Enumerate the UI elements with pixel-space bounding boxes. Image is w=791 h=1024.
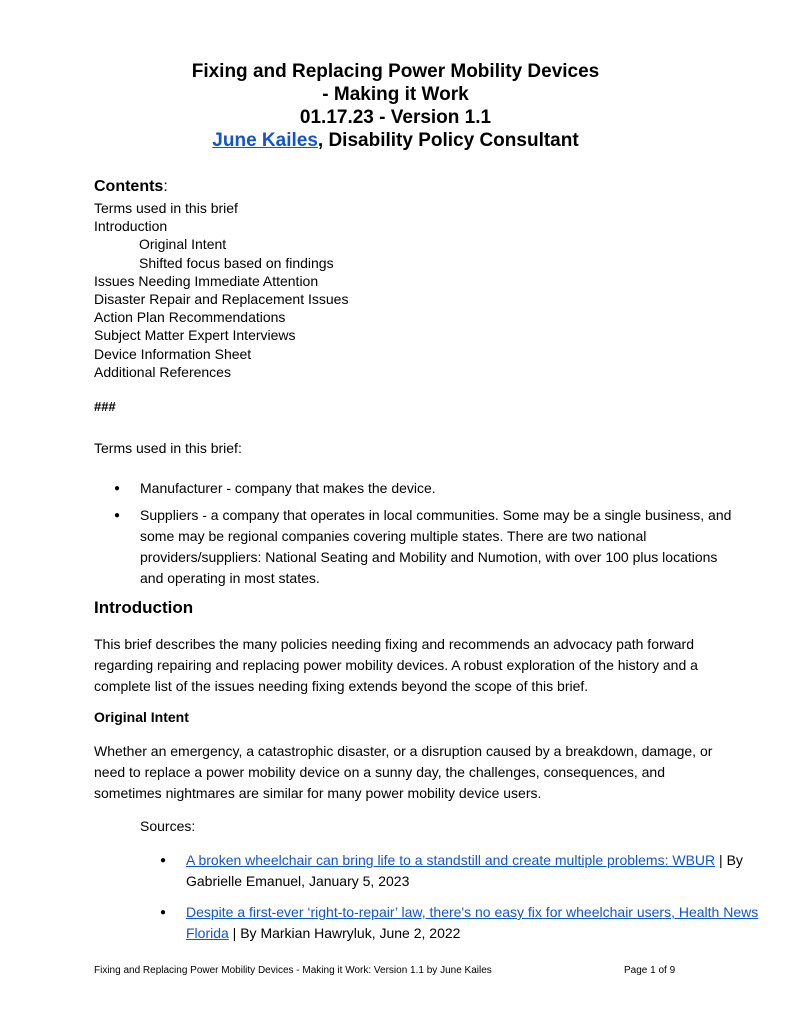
source-byline: | By Gabrielle Emanuel, January 5, 2023 — [186, 852, 743, 889]
original-intent-heading: Original Intent — [94, 709, 189, 725]
author-role: , Disability Policy Consultant — [317, 130, 579, 151]
page-number: Page 1 of 9 — [624, 965, 676, 976]
toc-item: Terms used in this brief — [94, 200, 238, 216]
terms-list — [94, 478, 734, 595]
original-intent-paragraph: Whether an emergency, a catastrophic disaster, or a disruption caused by a breakdown, damage, or need to replace a power mobility device on a sunny day, the challenges, consequences, and sometimes nightmares are similar for many power mobility device users. — [94, 743, 713, 801]
title-version: 01.17.23 - Version 1.1 — [299, 107, 492, 128]
source-link[interactable]: Despite a first-ever ‘right-to-repair’ law, there's no easy fix for wheelchair users, Health News Florida — [186, 904, 759, 941]
toc-item: Additional References — [94, 363, 231, 380]
contents-heading-colon: : — [163, 178, 168, 195]
introduction-paragraph: This brief describes the many policies needing fixing and recommends an advocacy path forward regarding repairing and replacing power mobility devices. A robust exploration of the history and a complete list of the issues needing fixing extends beyond the scope of this brief. — [94, 636, 698, 694]
source-item — [140, 902, 760, 944]
title-line-1: Fixing and Replacing Power Mobility Devices — [191, 61, 600, 82]
toc-item: Introduction — [94, 218, 168, 235]
toc-item: Device Information Sheet — [94, 345, 252, 362]
section-separator: ### — [94, 399, 116, 414]
table-of-contents — [94, 199, 348, 381]
toc-item: Action Plan Recommendations — [94, 309, 286, 326]
toc-subitem: Original Intent — [139, 236, 227, 253]
toc-item: Disaster Repair and Replacement Issues — [94, 291, 349, 308]
title-line-2: - Making it Work — [322, 84, 469, 105]
introduction-heading: Introduction — [94, 598, 194, 617]
sources-label: Sources: — [140, 818, 196, 834]
source-item — [140, 850, 760, 892]
contents-heading — [94, 178, 168, 196]
toc-item: Subject Matter Expert Interviews — [94, 327, 296, 344]
title-author — [0, 129, 791, 152]
toc-item: Issues Needing Immediate Attention — [94, 272, 319, 289]
contents-heading-text: Contents — [94, 178, 164, 195]
terms-bullet: ● Manufacturer - company that makes the device. — [94, 478, 734, 499]
terms-heading: Terms used in this brief: — [94, 440, 242, 456]
author-link[interactable]: June Kailes — [212, 130, 318, 151]
sources-list — [140, 850, 760, 954]
document-title — [0, 60, 791, 152]
terms-bullet: ● Suppliers - a company that operates in local communities. Some may be a single business, and some may be regional companies covering multiple states. There are two national providers/suppliers: National Seating and Mobility and Numotion, with over 100 plus locations and operating in most states. — [94, 505, 734, 589]
toc-subitem: Shifted focus based on findings — [139, 254, 334, 271]
footer-text: Fixing and Replacing Power Mobility Devices - Making it Work: Version 1.1 by June Kailes — [94, 965, 492, 976]
source-byline: | By Markian Hawryluk, June 2, 2022 — [228, 925, 461, 941]
source-link[interactable]: A broken wheelchair can bring life to a standstill and create multiple problems: WBUR — [186, 852, 716, 868]
